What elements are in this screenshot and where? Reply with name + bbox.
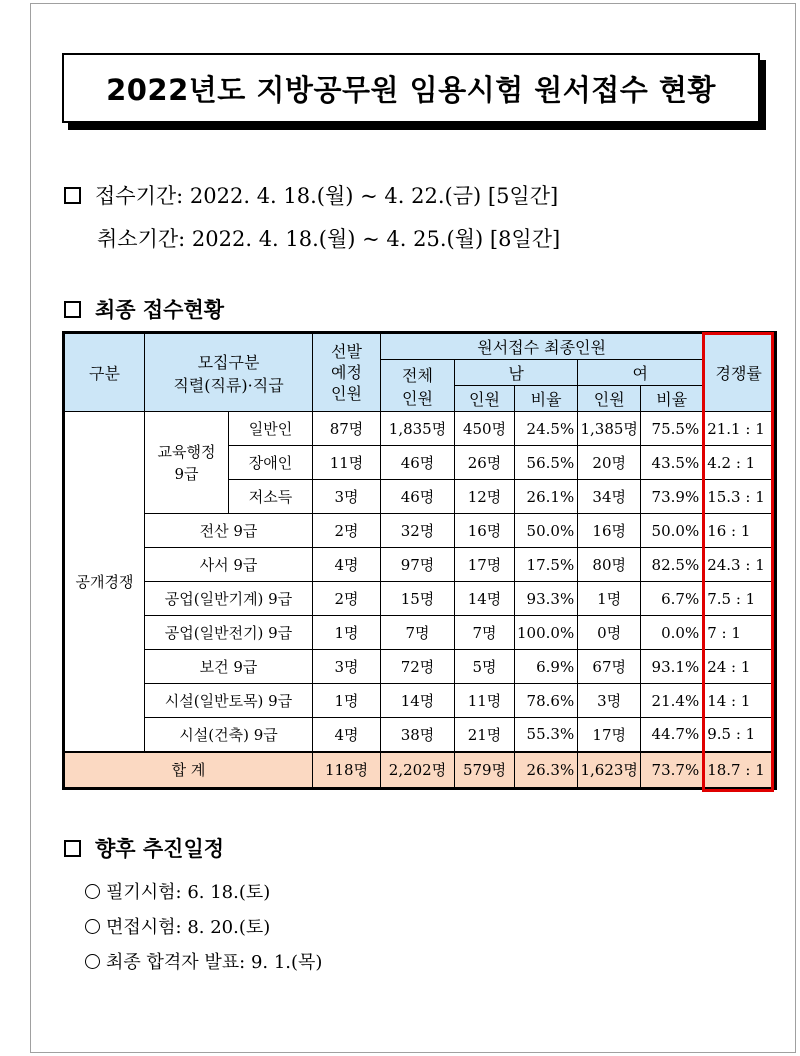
section-schedule-heading: 향후 추진일정 — [64, 833, 224, 863]
table-row: 공업(일반전기) 9급 1명 7명 7명 100.0% 0명 0.0% 7 : 1 — [65, 616, 775, 650]
cancel-period: 취소기간: 2022. 4. 18.(월) ~ 4. 25.(월) [8일간] — [97, 227, 561, 251]
header-m-biyul: 비율 — [515, 386, 578, 412]
header-nam: 남 — [455, 360, 578, 386]
receipt-period-line — [64, 180, 558, 210]
table-row: 보건 9급 3명 72명 5명 6.9% 67명 93.1% 24 : 1 — [65, 650, 775, 684]
header-f-biyul: 비율 — [641, 386, 703, 412]
circle-bullet-icon — [85, 884, 100, 899]
total-row: 합 계 118명 2,202명 579명 26.3% 1,623명 73.7% 18.7 : 1 — [65, 752, 775, 788]
header-gyeongjaeng: 경쟁률 — [703, 334, 775, 412]
schedule-item: 필기시험: 6. 18.(토) — [85, 878, 270, 904]
table-header-row — [65, 334, 775, 360]
header-m-inwon: 인원 — [455, 386, 515, 412]
receipt-period: 접수기간: 2022. 4. 18.(월) ~ 4. 22.(금) [5일간] — [95, 184, 559, 208]
application-status-table — [64, 333, 775, 788]
table-row: 저소득 3명 46명 12명 26.1% 34명 73.9% 15.3 : 1 — [65, 480, 775, 514]
header-yeo: 여 — [578, 360, 703, 386]
cancel-period-line — [97, 223, 560, 253]
header-jeonche: 전체 인원 — [381, 360, 455, 412]
schedule-item: 최종 합격자 발표: 9. 1.(목) — [85, 948, 322, 974]
table-row: 공업(일반기계) 9급 2명 15명 14명 93.3% 1명 6.7% 7.5 : 1 — [65, 582, 775, 616]
subgroup-label: 교육행정 9급 — [145, 412, 229, 514]
page-title: 2022년도 지방공무원 임용시험 원서접수 현황 — [106, 72, 716, 107]
header-gubun: 구분 — [65, 334, 145, 412]
title-box — [62, 53, 760, 123]
table-row: 시설(일반토목) 9급 1명 14명 11명 78.6% 3명 21.4% 14 : 1 — [65, 684, 775, 718]
group-label: 공개경쟁 — [65, 412, 145, 752]
table-row: 장애인 11명 46명 26명 56.5% 20명 43.5% 4.2 : 1 — [65, 446, 775, 480]
table-row: 시설(건축) 9급 4명 38명 21명 55.3% 17명 44.7% 9.5 : 1 — [65, 718, 775, 752]
table-row: 사서 9급 4명 97명 17명 17.5% 80명 82.5% 24.3 : 1 — [65, 548, 775, 582]
circle-bullet-icon — [85, 954, 100, 969]
checkbox-square-icon — [64, 187, 81, 204]
checkbox-square-icon — [64, 301, 81, 318]
header-wonseo: 원서접수 최종인원 — [381, 334, 703, 360]
header-seonbal: 선발 예정 인원 — [313, 334, 381, 412]
table-row: 공개경쟁 교육행정 9급 일반인 87명 1,835명 450명 24.5% 1,385명 75.5% 21.1 : 1 — [65, 412, 775, 446]
checkbox-square-icon — [64, 840, 81, 857]
table-row: 전산 9급 2명 32명 16명 50.0% 16명 50.0% 16 : 1 — [65, 514, 775, 548]
section-final-heading: 최종 접수현황 — [64, 294, 224, 324]
circle-bullet-icon — [85, 919, 100, 934]
header-f-inwon: 인원 — [578, 386, 641, 412]
header-mojip: 모집구분 직렬(직류)·직급 — [145, 334, 313, 412]
schedule-item: 면접시험: 8. 20.(토) — [85, 913, 270, 939]
